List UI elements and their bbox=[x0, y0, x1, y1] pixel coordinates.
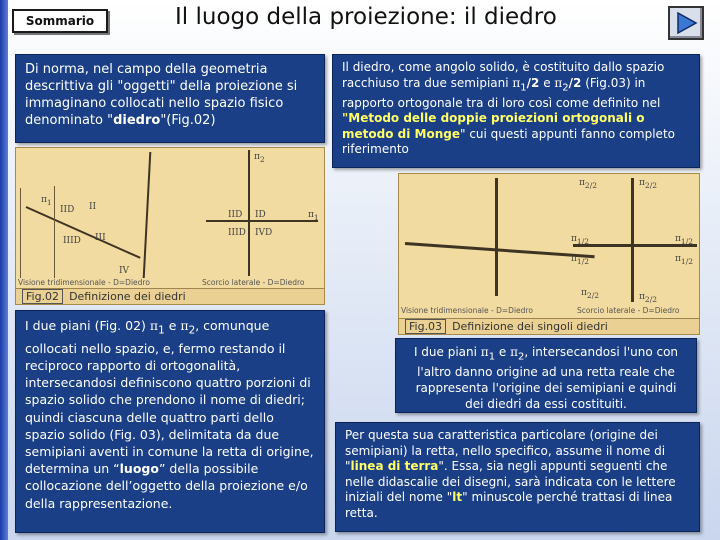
fig02-label-iiid-side: IIID bbox=[228, 228, 246, 238]
two-planes-text-box bbox=[15, 310, 325, 533]
fig02-label-id-side: ID bbox=[255, 210, 266, 220]
intersect-sub1: 1 bbox=[488, 351, 496, 363]
linea-di-terra-text-box bbox=[335, 422, 700, 532]
fig03-label-pi2-b: $\pi_{2/2}$ bbox=[639, 178, 657, 190]
intersect-and: e bbox=[495, 345, 511, 359]
sommario-button[interactable]: Sommario bbox=[12, 9, 108, 33]
fig03-caption-num: Fig.03 bbox=[405, 319, 446, 334]
def-and: e bbox=[539, 75, 555, 90]
fig03-label-pi1-d: $\pi_{1/2}$ bbox=[675, 254, 693, 266]
planes-text-a: I due piani (Fig. 02) bbox=[25, 318, 150, 333]
intersect-pi2: π bbox=[510, 345, 518, 359]
diedro-definition-box bbox=[332, 54, 700, 168]
fig02-label-iv: IV bbox=[119, 266, 130, 276]
planes-text-b: , comunque collocati nello spazio, e, fermo restando il reciproco rapporto di ortogonalità, intersecandosi definiscono quattro porzioni di spazio solido che prendono il nome di diedri; quindi ciascuna delle quattro parti dello spazio solido (Fig. 03), delimitata da due semipiani aventi in comune la retta di origine, determina un “ bbox=[25, 318, 314, 477]
fig03-caption bbox=[399, 318, 700, 334]
fig03-vertical-line-right bbox=[631, 178, 634, 302]
left-accent-bar bbox=[0, 0, 8, 540]
fig02-label-pi1: $\pi_1$ bbox=[41, 195, 52, 207]
luogo-term: luogo bbox=[119, 461, 159, 477]
fig02-caption-num: Fig.02 bbox=[22, 289, 63, 304]
planes-sub2: 2 bbox=[188, 324, 196, 337]
pi2-half: /2 bbox=[568, 75, 582, 90]
intersection-text-box bbox=[395, 338, 697, 413]
fig02-label-iid: IID bbox=[60, 205, 75, 215]
planes-pi1: π bbox=[149, 318, 159, 333]
fig03-vertical-line-left bbox=[495, 178, 498, 296]
diedro-term: diedro bbox=[113, 113, 161, 128]
fig02-subtitle-right: Scorcio laterale - D=Diedro bbox=[202, 278, 305, 287]
next-slide-button[interactable] bbox=[668, 6, 704, 40]
intro-text-box bbox=[15, 54, 325, 143]
fig02-subtitle-left: Visione tridimensionale - D=Diedro bbox=[18, 278, 150, 287]
fig03-horizontal-line-left bbox=[405, 242, 595, 258]
fig02-label-iii: III bbox=[95, 233, 106, 243]
fig02-caption-text: Definizione dei diedri bbox=[69, 290, 186, 303]
planes-pi2: π bbox=[180, 318, 189, 333]
intro-text-a: Di norma, nel campo della geometria descrittiva gli "oggetti" della proiezione si immaginano collocati nello spazio fisico denominato " bbox=[25, 62, 298, 128]
monge-method-highlight: "Metodo delle doppie proiezioni ortogonali o metodo di Monge bbox=[342, 111, 645, 141]
fig02-inner-line bbox=[54, 186, 55, 278]
def-text-c: " cui questi appunti fanno completo riferimento bbox=[342, 126, 675, 157]
fig03-label-pi2-c: $\pi_{2/2}$ bbox=[581, 288, 599, 300]
pi1-half: /2 bbox=[526, 75, 540, 90]
intersect-pi1: π bbox=[480, 345, 489, 359]
terra-text-b: ". Essa, sia negli appunti seguenti che nelle didascalie dei disegni, sarà indicata con le lettere iniziali del nome " bbox=[345, 459, 676, 505]
fig02-label-iiid: IIID bbox=[63, 236, 81, 246]
fig02-diagonal-line bbox=[26, 206, 141, 259]
fig03-label-pi2-d: $\pi_{2/2}$ bbox=[639, 292, 657, 304]
terra-text-a: Per questa sua caratteristica particolare (origine dei semipiani) la retta, nello specifico, assume il nome di " bbox=[345, 428, 666, 474]
play-triangle-icon bbox=[674, 11, 698, 35]
planes-text-c: ” della possibile collocazione dell’oggetto della proiezione e/o della rappresentazione. bbox=[25, 461, 308, 511]
fig02-label-ii: II bbox=[89, 202, 97, 212]
intersect-sub2: 2 bbox=[517, 351, 525, 363]
fig03-label-pi1-b: $\pi_{1/2}$ bbox=[675, 234, 693, 246]
fig03-subtitle-right: Scorcio laterale - D=Diedro bbox=[577, 306, 680, 315]
planes-and: e bbox=[164, 318, 181, 333]
fig03-label-pi1-c: $\pi_{1/2}$ bbox=[571, 254, 589, 266]
pi2-subscript: 2 bbox=[562, 81, 569, 93]
def-text-a: Il diedro, come angolo solido, è costituito dallo spazio racchiuso tra due semipiani bbox=[342, 60, 665, 90]
lt-highlight: lt bbox=[452, 490, 463, 505]
fig02-label-iid-side: IID bbox=[228, 210, 243, 220]
fig02-side-vertical-line bbox=[248, 150, 250, 276]
intersect-text-a: I due piani bbox=[413, 345, 481, 359]
def-text-b: (Fig.03) in rapporto ortogonale tra di loro così come definito nel bbox=[342, 75, 661, 110]
fig03-label-pi1-a: $\pi_{1/2}$ bbox=[571, 234, 589, 246]
fig02-label-pi1-side: $\pi_1$ bbox=[308, 210, 319, 222]
pi1-subscript: 1 bbox=[520, 81, 527, 93]
fig02-label-ivd-side: IVD bbox=[255, 228, 273, 238]
fig02-label-pi2-side: $\pi_2$ bbox=[254, 152, 265, 164]
fig03-label-pi2-a: $\pi_{2/2}$ bbox=[579, 178, 597, 190]
fig02-side-horizontal-line bbox=[206, 220, 318, 222]
fig03-caption-text: Definizione dei singoli diedri bbox=[452, 320, 608, 333]
intro-text-b: "(Fig.02) bbox=[160, 113, 216, 128]
fig02-vertical-plane-line bbox=[143, 152, 152, 278]
fig03-subtitle-left: Visione tridimensionale - D=Diedro bbox=[401, 306, 533, 315]
linea-di-terra-highlight: linea di terra bbox=[350, 459, 439, 474]
planes-sub1: 1 bbox=[158, 324, 165, 337]
pi1-symbol: π bbox=[512, 75, 521, 90]
page-title: Il luogo della proiezione: il diedro bbox=[175, 4, 557, 30]
fig02-caption bbox=[16, 288, 325, 304]
pi2-symbol: π bbox=[554, 75, 563, 90]
figure-03 bbox=[398, 173, 700, 335]
fig02-left-edge-line bbox=[20, 188, 21, 278]
figure-02 bbox=[15, 147, 325, 305]
terra-text-c: " minuscole perché trattasi di linea retta. bbox=[345, 490, 673, 520]
intersect-text-b: , intersecandosi l'uno con l'altro danno origine ad una retta reale che rappresenta l'origine dei semipiani e quindi dei diedri da essi costituiti. bbox=[415, 345, 679, 411]
